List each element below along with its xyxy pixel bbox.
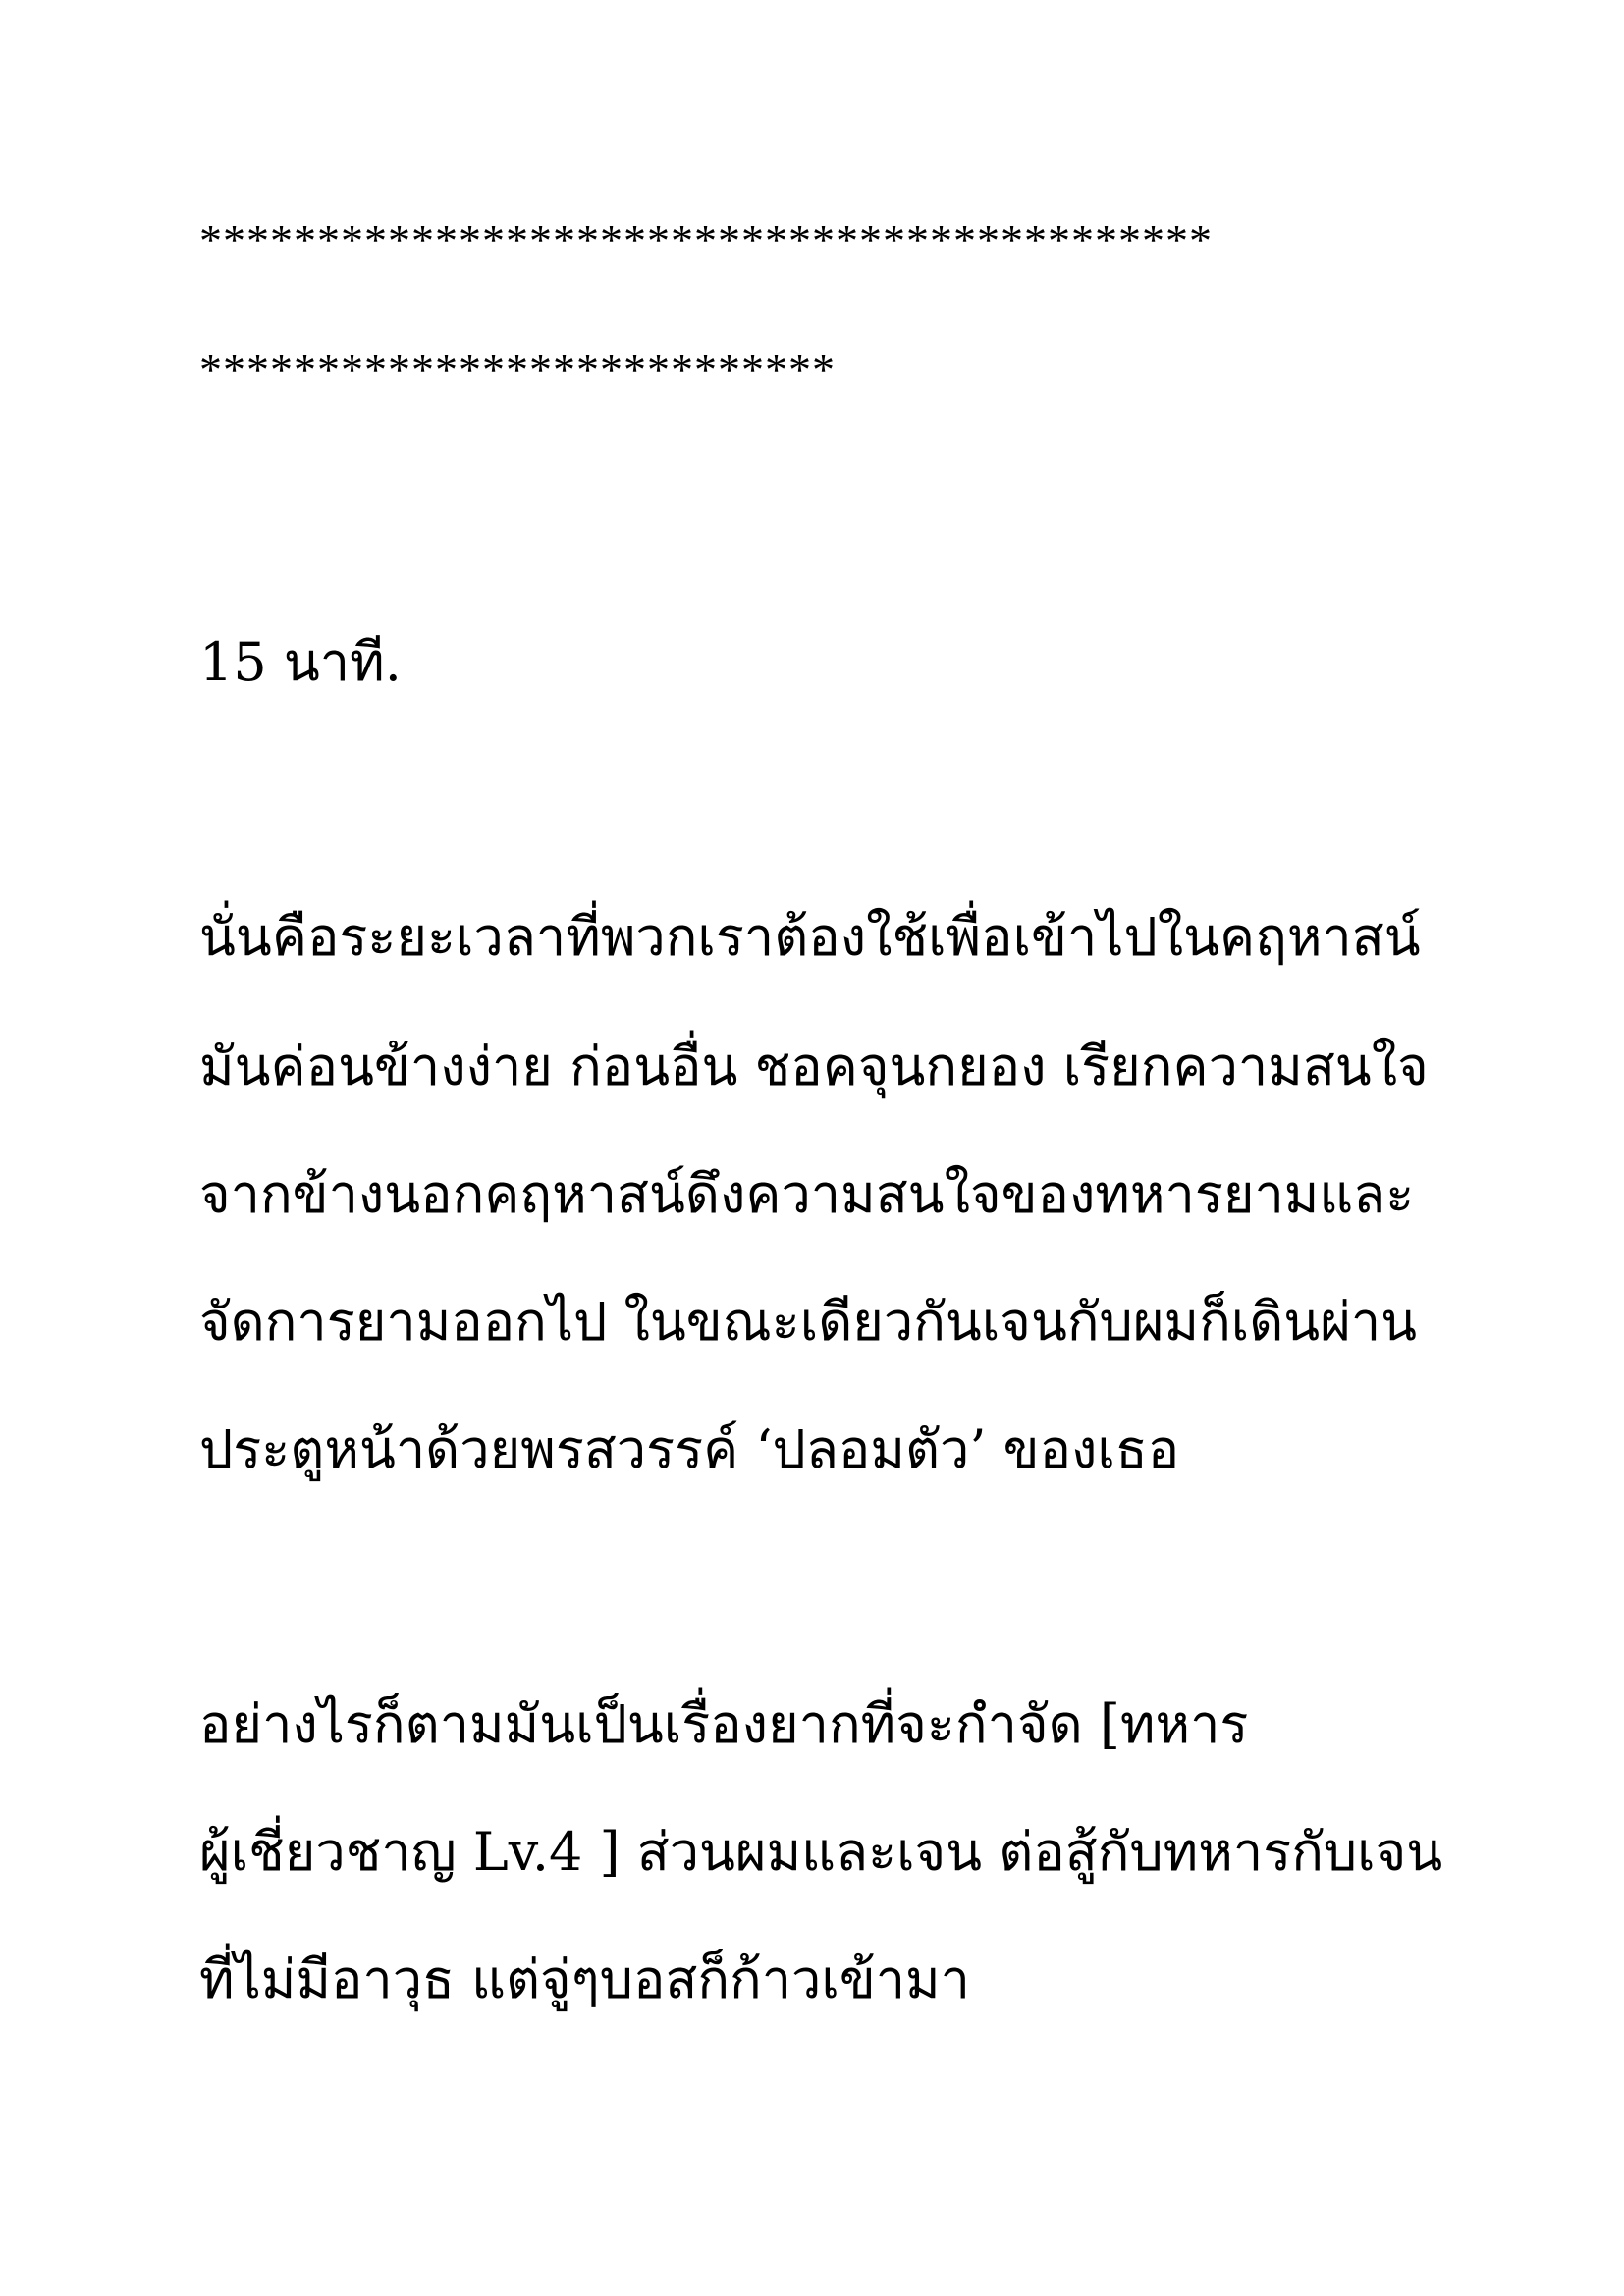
paragraph-2-line-1: นั่นคือระยะเวลาที่พวกเราต้องใช้เพื่อเข้าไปในคฤหาสน์	[199, 906, 1421, 968]
paragraph-1-line-1: 15 นาที.	[199, 631, 402, 693]
paragraph-3-line-2: ผู้เชี่ยวชาญ Lv.4 ] ส่วนผมและเจน ต่อสู้กับทหารกับเจน	[199, 1821, 1443, 1883]
paragraph-2-line-2: มันค่อนข้างง่าย ก่อนอื่น ชอคจุนกยอง เรียกความสนใจ	[199, 1036, 1429, 1097]
separator-line-1: *******************************************	[199, 215, 1213, 265]
separator-line-2: ***************************	[199, 345, 836, 395]
paragraph-3-line-1: อย่างไรก็ตามมันเป็นเรื่องยากที่จะกำจัด [ทหาร	[199, 1693, 1249, 1755]
paragraph-2-line-5: ประตูหน้าด้วยพรสวรรค์ ‘ปลอมตัว’ ของเธอ	[199, 1418, 1180, 1480]
paragraph-2-line-4: จัดการยามออกไป ในขณะเดียวกันเจนกับผมก็เดินผ่าน	[199, 1291, 1418, 1353]
paragraph-2-line-3: จากข้างนอกคฤหาสน์ดึงความสนใจของทหารยามและ	[199, 1163, 1415, 1225]
paragraph-3-line-3: ที่ไม่มีอาวุธ แต่จู่ๆบอสก็ก้าวเข้ามา	[199, 1949, 970, 2010]
